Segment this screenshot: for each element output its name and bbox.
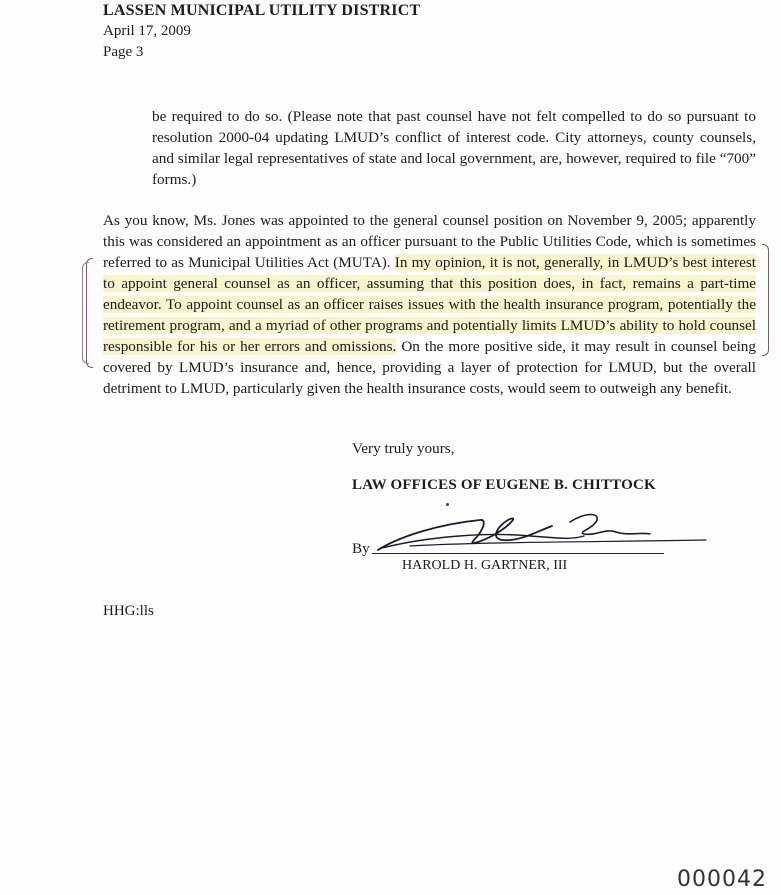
paragraph-continuation: be required to do so. (Please note that past counsel have not felt compelled to do so pursuant to resolution 2000-04 updating LMUD’s conflict of interest code. City attorneys, county counsels, and similar legal representatives of state and local government, are, however, required to file “700” forms.)	[152, 108, 756, 188]
highlighted-opinion: In my opinion, it is not, generally, in LMUD’s best interest to appoint general counsel as an officer, assuming that this position does, in fact, remains a part-time endeavor. To appoint counsel as an officer raises issues with the health insurance program, potentially the retirement program, and a myriad of other programs and potentially limits LMUD’s ability to hold counsel responsible for his or her errors and omissions.	[103, 254, 756, 355]
typist-initials: HHG:lls	[103, 603, 154, 619]
organization-name: LASSEN MUNICIPAL UTILITY DISTRICT	[103, 2, 421, 19]
letter-header	[103, 0, 420, 63]
bates-number: 000042	[677, 867, 767, 892]
law-firm-name: LAW OFFICES OF EUGENE B. CHITTOCK	[352, 477, 656, 493]
page-number: Page 3	[103, 44, 144, 60]
paragraph-appointment	[103, 210, 756, 399]
paragraph-appointment-intro: As you know, Ms. Jones was appointed to the general counsel position on November 9, 2005; apparently this was considered an appointment as an officer pursuant to the Public Utilities Code, which is sometimes referred to as Municipal Utilities Act (MUTA).	[103, 212, 756, 271]
margin-bracket-right	[762, 244, 769, 356]
margin-bracket-left-outer	[82, 262, 89, 364]
signer-name: HAROLD H. GARTNER, III	[402, 558, 568, 573]
paragraph-appointment-conclusion: On the more positive side, it may result in counsel being covered by LMUD’s insurance and, hence, providing a layer of protection for LMUD, but the overall detriment to LMUD, particularly given the health insurance costs, would seem to outweigh any benefit.	[103, 338, 756, 397]
signature-line	[372, 553, 664, 554]
letter-date: April 17, 2009	[103, 23, 191, 39]
by-label: By	[352, 540, 370, 557]
closing-salutation: Very truly yours,	[352, 440, 455, 457]
handwritten-signature	[370, 506, 710, 558]
